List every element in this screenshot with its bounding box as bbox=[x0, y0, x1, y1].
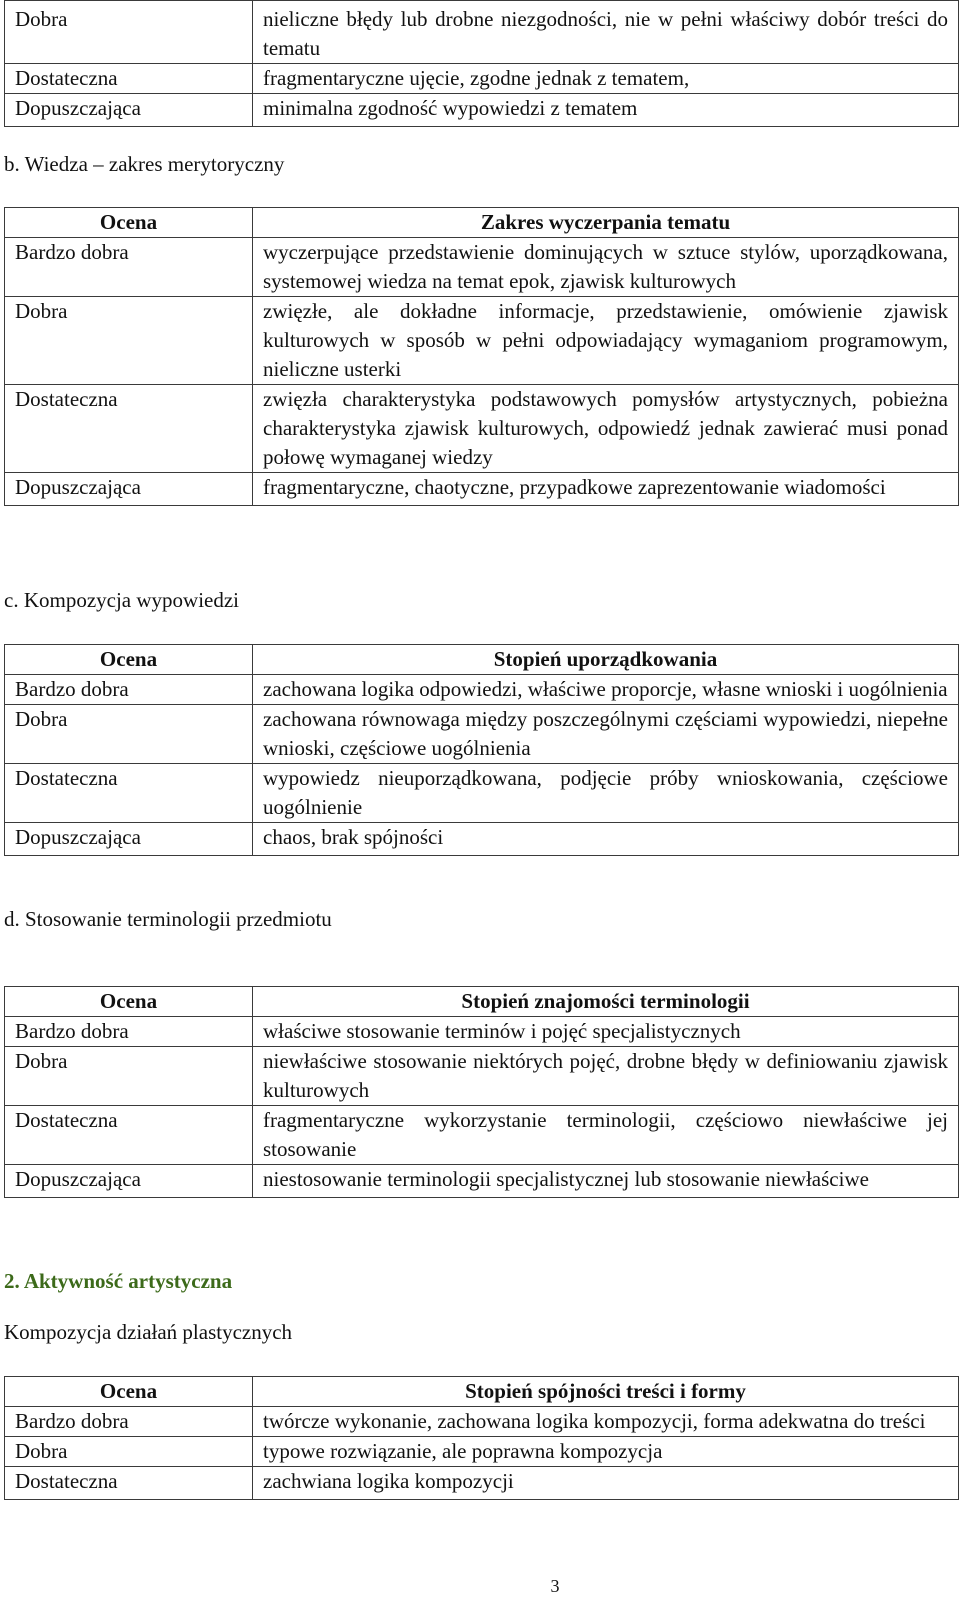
section-2-title: 2. Aktywność artystyczna bbox=[4, 1269, 233, 1293]
section-d-title: d. Stosowanie terminologii przedmiotu bbox=[4, 907, 332, 931]
grade-cell: Dobra bbox=[5, 297, 253, 385]
grade-cell: Dostateczna bbox=[5, 64, 253, 94]
table-row bbox=[5, 1017, 959, 1047]
grade-cell: Bardzo dobra bbox=[5, 1407, 253, 1437]
table-header-row bbox=[5, 1377, 959, 1407]
description-cell: wypowiedz nieuporządkowana, podjęcie próby wnioskowania, częściowe uogólnienie bbox=[253, 764, 959, 823]
grade-cell: Dopuszczająca bbox=[5, 473, 253, 506]
grade-column-header: Ocena bbox=[5, 645, 253, 675]
section-2-subtitle: Kompozycja działań plastycznych bbox=[4, 1320, 293, 1344]
description-cell: zachwiana logika kompozycji bbox=[253, 1467, 959, 1500]
description-cell: fragmentaryczne, chaotyczne, przypadkowe zaprezentowanie wiadomości bbox=[253, 473, 959, 506]
grade-cell: Dobra bbox=[5, 1047, 253, 1106]
description-cell: niewłaściwe stosowanie niektórych pojęć, drobne błędy w definiowaniu zjawisk kulturowych bbox=[253, 1047, 959, 1106]
description-column-header: Stopień spójności treści i formy bbox=[253, 1377, 959, 1407]
criteria-table-c bbox=[4, 644, 959, 856]
grade-cell: Dopuszczająca bbox=[5, 1165, 253, 1198]
grade-cell: Dostateczna bbox=[5, 1106, 253, 1165]
description-cell: typowe rozwiązanie, ale poprawna kompozycja bbox=[253, 1437, 959, 1467]
description-cell: zwięzła charakterystyka podstawowych pomysłów artystycznych, pobieżna charakterystyka zjawisk kulturowych, odpowiedź jednak zawierać musi ponad połowę wymaganej wiedzy bbox=[253, 385, 959, 473]
grade-cell: Dopuszczająca bbox=[5, 94, 253, 127]
description-cell: minimalna zgodność wypowiedzi z tematem bbox=[253, 94, 959, 127]
table-row bbox=[5, 823, 959, 856]
criteria-table-b bbox=[4, 207, 959, 506]
table-row bbox=[5, 238, 959, 297]
table-row bbox=[5, 385, 959, 473]
table-row bbox=[5, 64, 959, 94]
section-b-title: b. Wiedza – zakres merytoryczny bbox=[4, 152, 285, 176]
grade-cell: Bardzo dobra bbox=[5, 675, 253, 705]
table-row bbox=[5, 764, 959, 823]
table-row bbox=[5, 1407, 959, 1437]
grade-cell: Bardzo dobra bbox=[5, 1017, 253, 1047]
description-column-header: Stopień znajomości terminologii bbox=[253, 987, 959, 1017]
grade-cell: Dobra bbox=[5, 1, 253, 64]
section-c-title: c. Kompozycja wypowiedzi bbox=[4, 588, 240, 612]
table-header-row bbox=[5, 208, 959, 238]
description-cell: fragmentaryczne wykorzystanie terminologii, częściowo niewłaściwe jej stosowanie bbox=[253, 1106, 959, 1165]
description-cell: niestosowanie terminologii specjalistycznej lub stosowanie niewłaściwe bbox=[253, 1165, 959, 1198]
description-cell: twórcze wykonanie, zachowana logika kompozycji, forma adekwatna do treści bbox=[253, 1407, 959, 1437]
description-cell: nieliczne błędy lub drobne niezgodności, nie w pełni właściwy dobór treści do tematu bbox=[253, 1, 959, 64]
description-column-header: Stopień uporządkowania bbox=[253, 645, 959, 675]
criteria-table-2 bbox=[4, 1376, 959, 1500]
table-row bbox=[5, 297, 959, 385]
grade-cell: Dopuszczająca bbox=[5, 823, 253, 856]
grade-cell: Dostateczna bbox=[5, 385, 253, 473]
table-header-row bbox=[5, 987, 959, 1017]
criteria-table-a bbox=[4, 0, 959, 127]
table-header-row bbox=[5, 645, 959, 675]
grade-column-header: Ocena bbox=[5, 208, 253, 238]
description-cell: chaos, brak spójności bbox=[253, 823, 959, 856]
table-row bbox=[5, 1106, 959, 1165]
grade-cell: Dobra bbox=[5, 1437, 253, 1467]
grade-cell: Bardzo dobra bbox=[5, 238, 253, 297]
grade-cell: Dobra bbox=[5, 705, 253, 764]
table-row bbox=[5, 705, 959, 764]
table-row bbox=[5, 94, 959, 127]
table-row bbox=[5, 1, 959, 64]
description-column-header: Zakres wyczerpania tematu bbox=[253, 208, 959, 238]
description-cell: wyczerpujące przedstawienie dominujących w sztuce stylów, uporządkowana, systemowej wiedza na temat epok, zjawisk kulturowych bbox=[253, 238, 959, 297]
table-row bbox=[5, 473, 959, 506]
grade-cell: Dostateczna bbox=[5, 1467, 253, 1500]
grade-column-header: Ocena bbox=[5, 987, 253, 1017]
description-cell: właściwe stosowanie terminów i pojęć specjalistycznych bbox=[253, 1017, 959, 1047]
criteria-table-d bbox=[4, 986, 959, 1198]
description-cell: fragmentaryczne ujęcie, zgodne jednak z tematem, bbox=[253, 64, 959, 94]
table-row bbox=[5, 1047, 959, 1106]
table-row bbox=[5, 1437, 959, 1467]
description-cell: zwięzłe, ale dokładne informacje, przedstawienie, omówienie zjawisk kulturowych w sposób w pełni odpowiadający wymaganiom programowym, nieliczne usterki bbox=[253, 297, 959, 385]
page-number: 3 bbox=[550, 1576, 560, 1596]
table-row bbox=[5, 1165, 959, 1198]
grade-column-header: Ocena bbox=[5, 1377, 253, 1407]
table-row bbox=[5, 1467, 959, 1500]
description-cell: zachowana logika odpowiedzi, właściwe proporcje, własne wnioski i uogólnienia bbox=[253, 675, 959, 705]
grade-cell: Dostateczna bbox=[5, 764, 253, 823]
description-cell: zachowana równowaga między poszczególnymi częściami wypowiedzi, niepełne wnioski, częściowe uogólnienia bbox=[253, 705, 959, 764]
table-row bbox=[5, 675, 959, 705]
